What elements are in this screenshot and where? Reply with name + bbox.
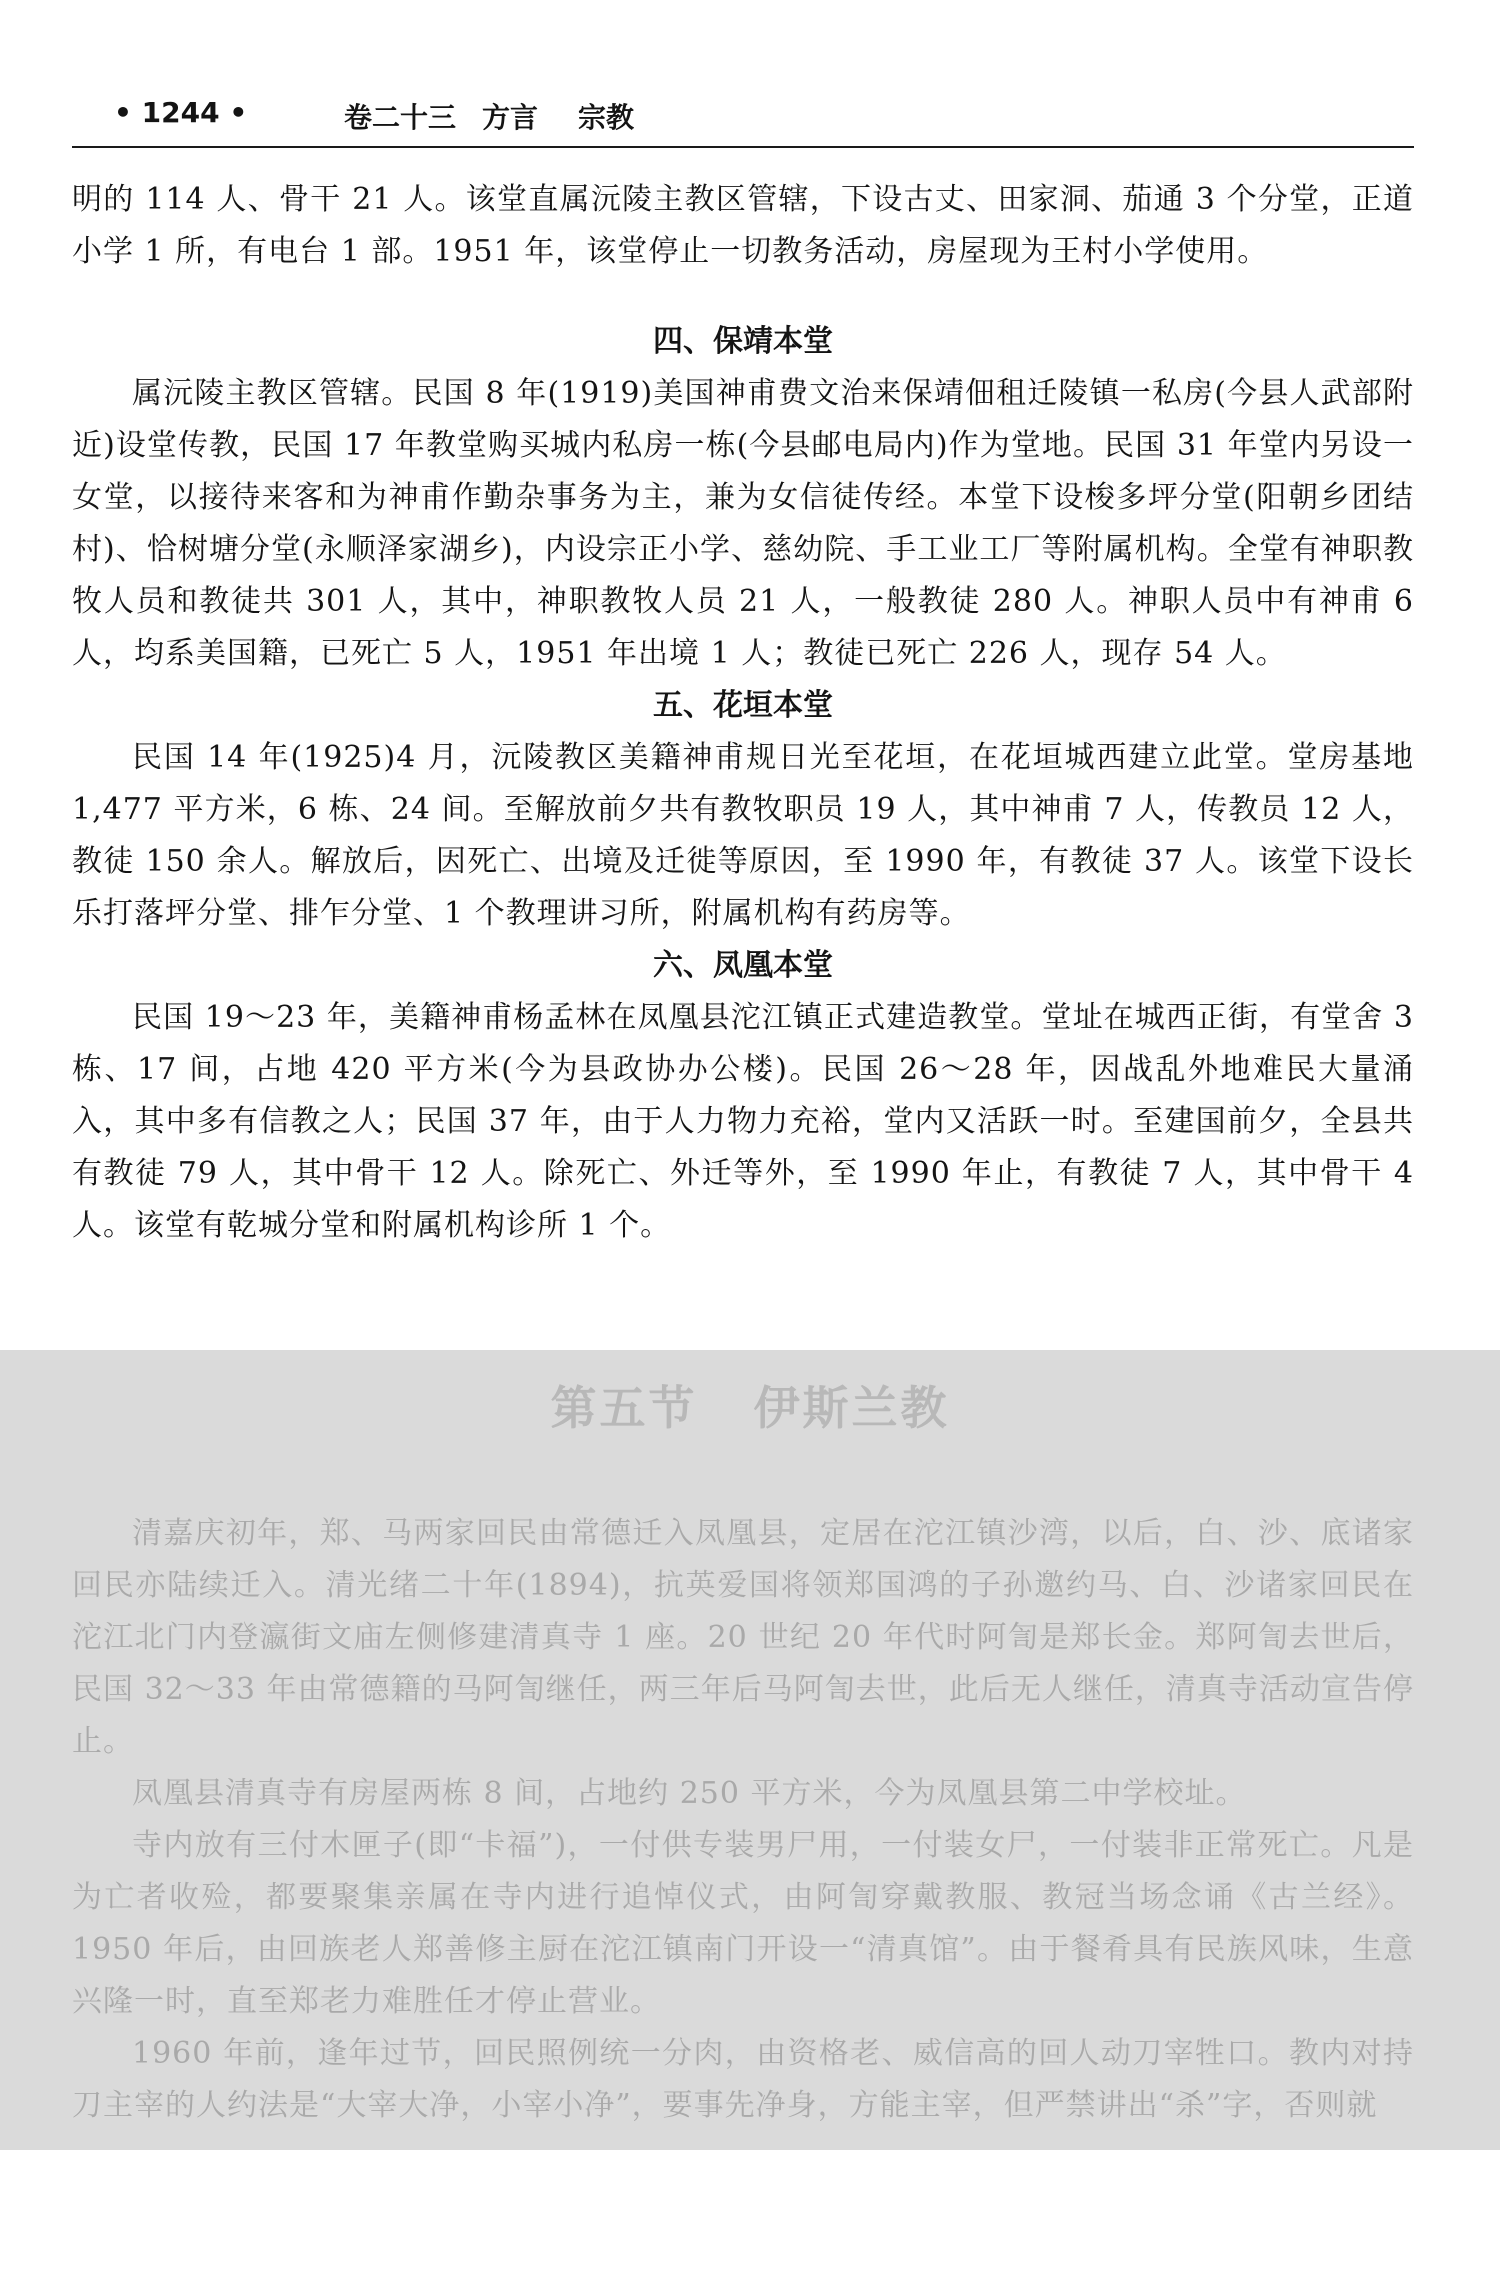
section-title-name: 伊斯兰教 bbox=[753, 1381, 950, 1435]
paragraph-fenghuang: 民国 19～23 年，美籍神甫杨孟林在凤凰县沱江镇正式建造教堂。堂址在城西正街，有堂舍 3 栋、17 间，占地 420 平方米(今为县政协办公楼)。民国 26～28 年，因战乱外地难民大量涌入，其中多有信教之人；民国 37 年，由于人力物力充裕，堂内又活跃一时。至建国前夕，全县共有教徒 79 人，其中骨干 12 人。除死亡、外迁等外，至 1990 年止，有教徒 7 人，其中骨干 4 人。该堂有乾城分堂和附属机构诊所 1 个。 bbox=[72, 1000, 1414, 1243]
islam-paragraph-festival: 1960 年前，逢年过节，回民照例统一分肉，由资格老、威信高的回人动刀宰牲口。教内对持刀主宰的人约法是“大宰大净，小宰小净”，要事先净身，方能主宰，但严禁讲出“杀”字，否则就 bbox=[72, 2036, 1414, 2123]
paragraph-baojing: 属沅陵主教区管辖。民国 8 年(1919)美国神甫费文治来保靖佃租迁陵镇一私房(今县人武部附近)设堂传教，民国 17 年教堂购买城内私房一栋(今县邮电局内)作为堂地。民国 31 年堂内另设一女堂，以接待来客和为神甫作勤杂事务为主，兼为女信徒传经。本堂下设梭多坪分堂(阳朝乡团结村)、恰树塘分堂(永顺泽家湖乡)，内设宗正小学、慈幼院、手工业工厂等附属机构。全堂有神职教牧人员和教徒共 301 人，其中，神职教牧人员 21 人，一般教徒 280 人。神职人员中有神甫 6 人，均系美国籍，已死亡 5 人，1951 年出境 1 人；教徒已死亡 226 人，现存 54 人。 bbox=[72, 376, 1414, 671]
heading-baojing: 四、保靖本堂 bbox=[653, 324, 833, 359]
heading-huayuan: 五、花垣本堂 bbox=[653, 688, 833, 723]
paragraph-huayuan: 民国 14 年(1925)4 月，沅陵教区美籍神甫规日光至花垣，在花垣城西建立此堂。堂房基地 1,477 平方米，6 栋、24 间。至解放前夕共有教牧职员 19 人，其中神甫 7 人，传教员 12 人，教徒 150 余人。解放后，因死亡、出境及迁徙等原因，至 1990 年，有教徒 37 人。该堂下设长乐打落坪分堂、排乍分堂、1 个教理讲习所，附属机构有药房等。 bbox=[72, 740, 1414, 931]
section-title-islam bbox=[0, 1372, 1500, 1438]
volume-label: 卷二十三 bbox=[344, 101, 457, 134]
islam-paragraph-mosque: 凤凰县清真寺有房屋两栋 8 间，占地约 250 平方米，今为凤凰县第二中学校址。 bbox=[132, 1776, 1247, 1811]
islam-paragraph-history: 清嘉庆初年，郑、马两家回民由常德迁入凤凰县，定居在沱江镇沙湾，以后，白、沙、底诸家回民亦陆续迁入。清光绪二十年(1894)，抗英爱国将领郑国鸿的子孙邀约马、白、沙诸家回民在沱江北门内登瀛街文庙左侧修建清真寺 1 座。20 世纪 20 年代时阿訇是郑长金。郑阿訇去世后，民国 32～33 年由常德籍的马阿訇继任，两三年后马阿訇去世，此后无人继任，清真寺活动宣告停止。 bbox=[72, 1516, 1414, 1759]
chapter-label: 方言 bbox=[482, 101, 539, 134]
page-number: • 1244 • bbox=[114, 96, 248, 129]
heading-fenghuang: 六、凤凰本堂 bbox=[653, 948, 833, 983]
islam-paragraph-customs: 寺内放有三付木匣子(即“卡福”)，一付供专装男尸用，一付装女尸，一付装非正常死亡。凡是为亡者收殓，都要聚集亲属在寺内进行追悼仪式，由阿訇穿戴教服、教冠当场念诵《古兰经》。1950 年后，由回族老人郑善修主厨在沱江镇南门开设一“清真馆”。由于餐肴具有民族风味，生意兴隆一时，直至郑老力难胜任才停止营业。 bbox=[72, 1828, 1414, 2019]
islam-section-body bbox=[72, 1508, 1414, 2132]
section-label: 宗教 bbox=[578, 101, 635, 134]
section-title-number: 第五节 bbox=[550, 1381, 698, 1435]
main-content bbox=[72, 174, 1414, 1252]
intro-paragraph: 明的 114 人、骨干 21 人。该堂直属沅陵主教区管辖，下设古丈、田家洞、茄通 3 个分堂，正道小学 1 所，有电台 1 部。1951 年，该堂停止一切教务活动，房屋现为王村小学使用。 bbox=[72, 182, 1414, 269]
page-header bbox=[72, 92, 1414, 148]
